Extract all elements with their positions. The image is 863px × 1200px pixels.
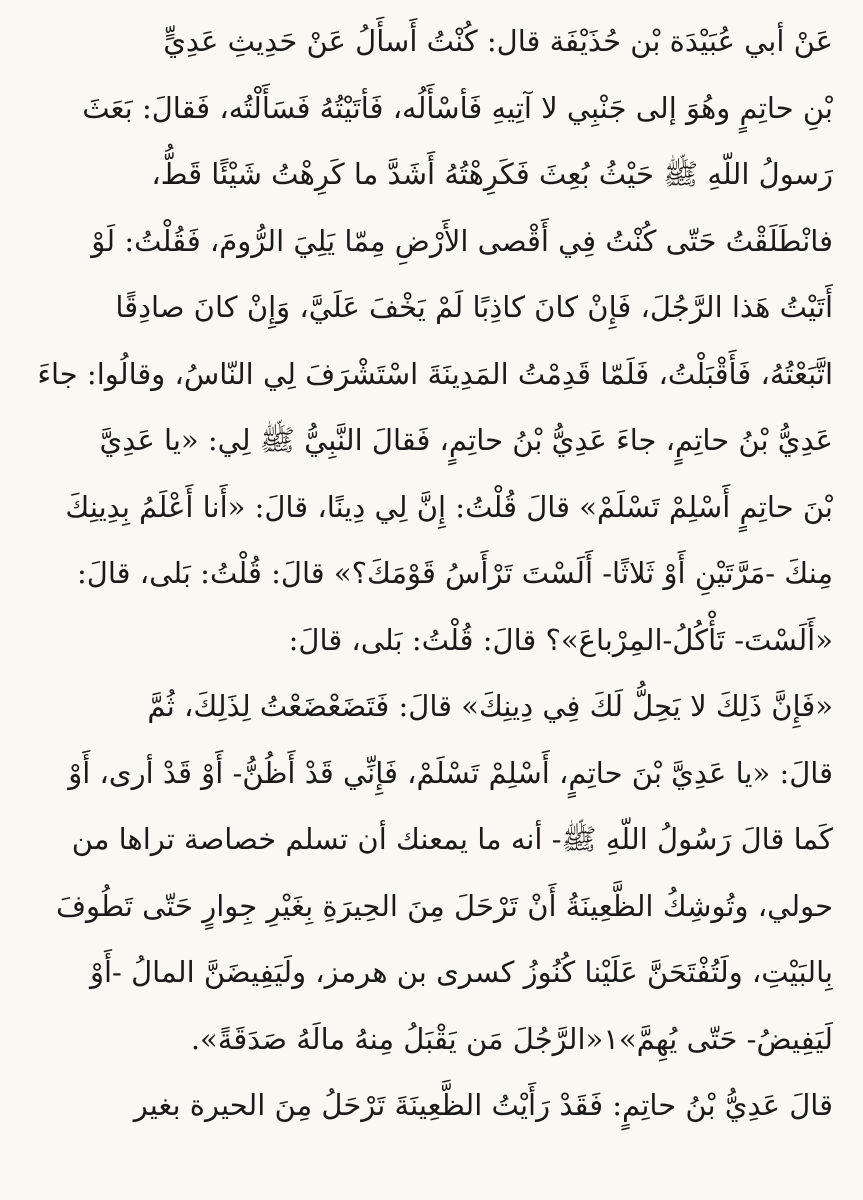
text-line-10: «أَلَسْتَ- تَأْكُلُ-المِرْباعَ»؟ قالَ: قُلْتُ: بَلى، قالَ:: [288, 622, 833, 657]
text-line-1: عَنْ أبي عُبَيْدَة بْن حُذَيْفَة قال: كُنْتُ أَسأَلُ عَنْ حَدِيثِ عَدِيٍّ: [163, 24, 833, 58]
text-line-9: مِنكَ -مَرَّتَيْنِ أَوْ ثَلاثًا- أَلَسْتَ تَرْأَسُ قَوْمَكَ؟» قالَ: قُلْتُ: بَلى، قالَ:: [77, 556, 833, 590]
text-line-2: بْنِ حاتِمٍ وهُوَ إلى جَنْبِي لا آتِيهِ فَأسْأَلُه، فَأتَيْتُهُ فَسَأَلْتُه، فَقالَ: بَعَثَ: [82, 90, 833, 125]
text-line-12: قالَ: «يا عَدِيَّ بْنَ حاتِمٍ، أَسْلِمْ تَسْلَمْ، فَإِنِّي قَدْ أَظُنُّ- أَوْ قَدْ أرى، أَوْ: [68, 755, 833, 790]
text-line-11: «فَإِنَّ ذَلِكَ لا يَحِلُّ لَكَ فِي دِينِكَ» قالَ: فَتَضَعْضَعْتُ لِذَلِكَ، ثُمَّ: [147, 689, 833, 723]
text-line-13: كَما قالَ رَسُولُ اللّهِ ﷺ- أنه ما يمعنك أن تسلم خصاصة تراها من: [71, 822, 833, 856]
text-line-3: رَسولُ اللّهِ ﷺ حَيْثُ بُعِثَ فَكَرِهْتُهُ أَشَدَّ ما كَرِهْتُ شَيْئًا قَطُّ،: [151, 157, 833, 191]
arabic-text-block: [30, 8, 833, 1139]
text-line-17: قالَ عَدِيُّ بْنُ حاتِمٍ: فَقَدْ رَأَيْتُ الظَّعِينَةَ تَرْحَلُ مِنَ الحيرة بغير: [133, 1088, 833, 1122]
text-line-8: بْنَ حاتِمٍ أَسْلِمْ تَسْلَمْ» قالَ قُلْتُ: إِنَّ لِي دِينًا، قالَ: «أَنا أَعْلَمُ بِدِينِكَ: [65, 489, 833, 524]
text-line-14: حولي، وتُوشِكُ الظَّعِينَةُ أَنْ تَرْحَلَ مِنَ الحِيرَةِ بِغَيْرِ جِوارٍ حَتّى تَطُوفَ: [56, 888, 833, 923]
text-line-16: لَيَفِيضُ- حَتّى يُهِمَّ»١«الرَّجُلَ مَن يَقْبَلُ مِنهُ مالَهُ صَدَقَةً».: [190, 1021, 833, 1056]
text-line-7: عَدِيُّ بْنُ حاتِمٍ، جاءَ عَدِيُّ بْنُ حاتِمٍ، فَقالَ النَّبِيُّ ﷺ لِي: «يا عَدِيَّ: [99, 423, 833, 457]
text-line-15: بِالبَيْتِ، ولَتُفْتَحَنَّ عَلَيْنا كُنُوزُ كسرى بن هرمز، ولَيَفِيضَنَّ المالُ -أَوْ: [89, 955, 833, 989]
text-line-6: اتَّبَعْتُهُ، فَأَقْبَلْتُ، فَلَمّا قَدِمْتُ المَدِينَةَ اسْتَشْرَفَ لِي النّاسُ، وقالُوا: جاءَ: [37, 356, 833, 391]
text-line-5: أَتَيْتُ هَذا الرَّجُلَ، فَإِنْ كانَ كاذِبًا لَمْ يَخْفَ عَلَيَّ، وَإِنْ كانَ صادِقًا: [115, 290, 833, 324]
text-line-4: فانْطَلَقْتُ حَتّى كُنْتُ فِي أَقْصى الأَرْضِ مِمّا يَلِيَ الرُّومَ، فَقُلْتُ: لَوْ: [91, 223, 833, 258]
